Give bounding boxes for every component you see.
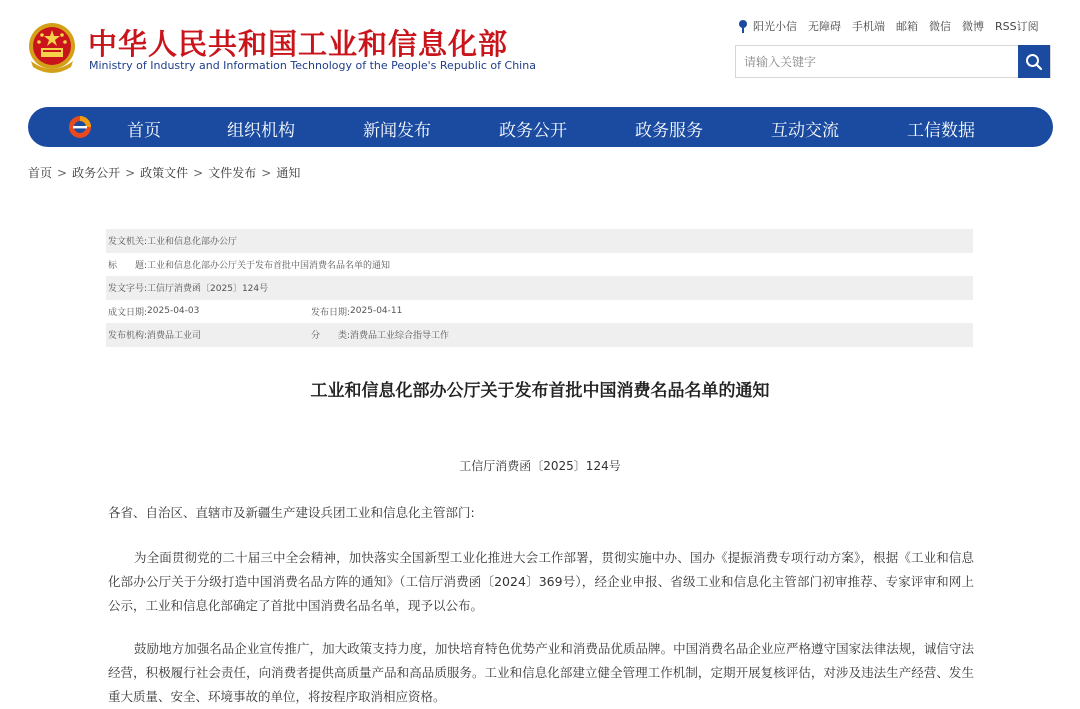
breadcrumb-policy-docs[interactable]: 政策文件 bbox=[140, 166, 189, 180]
meta-created-value: 2025-04-03 bbox=[147, 306, 200, 317]
breadcrumb: 首页 > 政务公开 > 政策文件 > 文件发布 > 通知 bbox=[28, 166, 301, 180]
ministry-logo-icon[interactable] bbox=[66, 113, 94, 141]
meta-org-label: 发布机构: bbox=[108, 331, 148, 342]
meta-created-label: 成文日期: bbox=[108, 307, 148, 318]
nav-item-home[interactable]: 首页 bbox=[127, 121, 161, 141]
meta-subject-label: 标 题: bbox=[108, 260, 148, 271]
nav-item-data[interactable]: 工信数据 bbox=[907, 121, 975, 141]
search-box bbox=[735, 45, 1051, 78]
meta-issuer-value: 工业和信息化部办公厅 bbox=[147, 237, 238, 248]
search-button[interactable] bbox=[1018, 45, 1050, 78]
location-pin-icon bbox=[737, 19, 749, 33]
document-number: 工信厅消费函〔2025〕124号 bbox=[459, 459, 621, 473]
meta-row-doc-number bbox=[106, 276, 973, 300]
nav-item-organization[interactable]: 组织机构 bbox=[227, 121, 295, 141]
meta-row-issuer bbox=[106, 229, 973, 253]
meta-category-label: 分 类: bbox=[311, 331, 351, 342]
site-title[interactable]: 中华人民共和国工业和信息化部 bbox=[88, 27, 509, 61]
breadcrumb-home[interactable]: 首页 bbox=[28, 166, 53, 180]
top-link-weibo[interactable]: 微博 bbox=[962, 20, 984, 33]
search-input[interactable] bbox=[736, 46, 1020, 77]
document-title: 工业和信息化部办公厅关于发布首批中国消费名品名单的通知 bbox=[310, 381, 770, 401]
meta-published-label: 发布日期: bbox=[311, 307, 351, 318]
top-link-wechat[interactable]: 微信 bbox=[929, 20, 951, 33]
meta-published-value: 2025-04-11 bbox=[350, 306, 403, 317]
top-link-mobile[interactable]: 手机端 bbox=[852, 20, 885, 33]
site-header bbox=[0, 0, 1080, 100]
nav-item-government-affairs[interactable]: 政务公开 bbox=[499, 121, 567, 141]
top-links bbox=[737, 18, 1039, 34]
top-link-accessibility[interactable]: 无障碍 bbox=[808, 20, 841, 33]
meta-row-org bbox=[106, 323, 973, 347]
top-link-sunshine[interactable]: 阳光小信 bbox=[753, 20, 797, 33]
top-link-rss[interactable]: RSS订阅 bbox=[995, 20, 1039, 33]
main-nav bbox=[28, 107, 1053, 147]
document-meta-table bbox=[106, 229, 973, 347]
breadcrumb-doc-release[interactable]: 文件发布 bbox=[208, 166, 257, 180]
meta-docno-label: 发文字号: bbox=[108, 284, 148, 295]
meta-row-dates bbox=[106, 300, 973, 324]
meta-row-subject bbox=[106, 253, 973, 277]
national-emblem-icon[interactable] bbox=[27, 21, 77, 75]
nav-item-interaction[interactable]: 互动交流 bbox=[771, 121, 839, 141]
nav-item-services[interactable]: 政务服务 bbox=[635, 121, 703, 141]
meta-category-value: 消费品工业综合指导工作 bbox=[350, 331, 450, 342]
meta-docno-value: 工信厅消费函〔2025〕124号 bbox=[147, 284, 269, 295]
top-link-mail[interactable]: 邮箱 bbox=[896, 20, 918, 33]
breadcrumb-notice[interactable]: 通知 bbox=[276, 166, 301, 180]
meta-subject-value: 工业和信息化部办公厅关于发布首批中国消费名品名单的通知 bbox=[147, 260, 391, 271]
search-icon bbox=[1025, 53, 1043, 71]
nav-item-news[interactable]: 新闻发布 bbox=[363, 121, 431, 141]
meta-org-value: 消费品工业司 bbox=[147, 331, 202, 342]
site-subtitle: Ministry of Industry and Information Technology of the People's Republic of China bbox=[89, 59, 536, 72]
document-paragraph-1: 为全面贯彻党的二十届三中全会精神，加快落实全国新型工业化推进大会工作部署，贯彻实施中办、国办《提振消费专项行动方案》，根据《工业和信息化部办公厅关于分级打造中国消费名品方阵的通知》（工信厅消费函〔2024〕369号），经企业申报、省级工业和信息化主管部门初审推荐、专家评审和网上公示，工业和信息化部确定了首批中国消费名品名单，现予以公布。 bbox=[108, 550, 974, 613]
breadcrumb-gov-affairs[interactable]: 政务公开 bbox=[72, 166, 121, 180]
document-recipient: 各省、自治区、直辖市及新疆生产建设兵团工业和信息化主管部门: bbox=[108, 505, 475, 520]
meta-issuer-label: 发文机关: bbox=[108, 237, 148, 248]
document-paragraph-2: 鼓励地方加强名品企业宣传推广，加大政策支持力度，加快培育特色优势产业和消费品优质品牌。中国消费名品企业应严格遵守国家法律法规，诚信守法经营，积极履行社会责任，向消费者提供高质量产品和高品质服务。工业和信息化部建立健全管理工作机制，定期开展复核评估，对涉及违法生产经营、发生重大质量、安全、环境事故的单位，将按程序取消相应资格。 bbox=[108, 641, 974, 704]
